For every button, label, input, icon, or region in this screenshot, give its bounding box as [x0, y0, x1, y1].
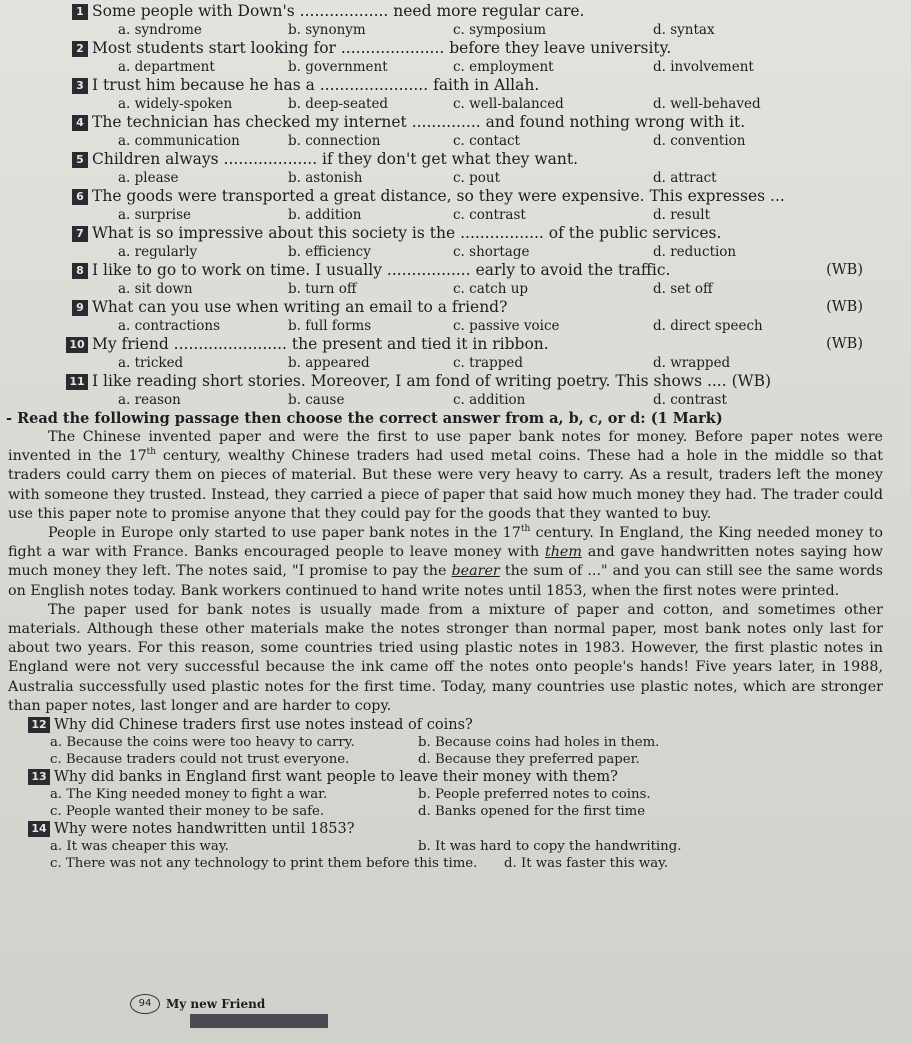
option-c[interactable]: c. There was not any technology to print them before this time.	[50, 856, 478, 872]
question-text: What can you use when writing an email to a friend?	[92, 298, 508, 316]
options-5	[88, 169, 863, 187]
options-2	[88, 58, 863, 76]
option-d[interactable]: d. Because they preferred paper.	[418, 752, 640, 768]
question-number: 7	[72, 226, 88, 242]
paragraph-text: People in Europe only started to use paper bank notes in the 17	[48, 525, 521, 542]
option-b[interactable]: b. synonym	[288, 22, 366, 38]
passage-paragraph-2	[8, 524, 883, 601]
question-2	[76, 39, 863, 58]
options-13-row-2	[28, 803, 863, 820]
options-11	[88, 391, 863, 409]
option-c[interactable]: c. passive voice	[453, 318, 560, 334]
question-text: The technician has checked my internet .............. and found nothing wrong with it.	[92, 113, 746, 131]
option-a[interactable]: a. department	[118, 59, 215, 75]
option-a[interactable]: a. It was cheaper this way.	[50, 839, 229, 855]
underlined-word-bearer: bearer	[451, 563, 500, 580]
options-1	[88, 21, 863, 39]
option-c[interactable]: c. employment	[453, 59, 554, 75]
page-number: 94	[130, 994, 160, 1014]
option-b[interactable]: b. government	[288, 59, 388, 75]
question-number: 1	[72, 4, 88, 20]
option-a[interactable]: a. sit down	[118, 281, 193, 297]
option-d[interactable]: d. well-behaved	[653, 96, 761, 112]
option-b[interactable]: b. astonish	[288, 170, 363, 186]
wb-tag: (WB)	[826, 336, 863, 352]
option-c[interactable]: c. Because traders could not trust everyone.	[50, 752, 350, 768]
underlined-word-them: them	[544, 544, 582, 561]
question-9	[76, 298, 863, 317]
option-d[interactable]: d. Banks opened for the first time	[418, 804, 646, 820]
option-d[interactable]: d. result	[653, 207, 711, 223]
option-b[interactable]: b. efficiency	[288, 244, 371, 260]
footer-bar	[190, 1014, 328, 1028]
question-number: 6	[72, 189, 88, 205]
option-d[interactable]: d. convention	[653, 133, 746, 149]
option-a[interactable]: a. reason	[118, 392, 181, 408]
option-d[interactable]: d. It was faster this way.	[504, 856, 669, 872]
options-14-row-2	[28, 855, 863, 872]
options-13-row-1	[28, 786, 863, 803]
options-10	[88, 354, 863, 372]
option-b[interactable]: b. appeared	[288, 355, 370, 371]
option-d[interactable]: d. involvement	[653, 59, 754, 75]
option-a[interactable]: a. please	[118, 170, 179, 186]
ordinal-suffix: th	[520, 524, 531, 535]
option-d[interactable]: d. direct speech	[653, 318, 763, 334]
option-c[interactable]: c. trapped	[453, 355, 523, 371]
passage-heading: - Read the following passage then choose the correct answer from a, b, c, or d: (1 Mark)	[6, 410, 723, 427]
option-b[interactable]: b. It was hard to copy the handwriting.	[418, 839, 682, 855]
option-b[interactable]: b. deep-seated	[288, 96, 389, 112]
option-c[interactable]: c. well-balanced	[453, 96, 564, 112]
option-c[interactable]: c. addition	[453, 392, 526, 408]
options-12-row-1	[28, 734, 863, 751]
option-a[interactable]: a. widely-spoken	[118, 96, 233, 112]
options-9	[88, 317, 863, 335]
question-3	[76, 76, 863, 95]
option-b[interactable]: b. cause	[288, 392, 345, 408]
question-number: 12	[28, 717, 50, 733]
wb-tag: (WB)	[826, 262, 863, 278]
question-number: 4	[72, 115, 88, 131]
option-a[interactable]: a. communication	[118, 133, 240, 149]
option-c[interactable]: c. shortage	[453, 244, 530, 260]
question-text: My friend ....................... the present and tied it in ribbon.	[92, 335, 549, 353]
question-text: Most students start looking for ..................... before they leave university.	[92, 39, 672, 57]
question-text: What is so impressive about this society is the ................. of the public services.	[92, 224, 722, 242]
paragraph-text: and gave handwritten notes saying how much money they left. The notes said, "I promise to pay the	[8, 544, 884, 580]
question-text: The goods were transported a great distance, so they were expensive. This expresses ...	[92, 187, 785, 205]
question-text: I like to go to work on time. I usually ................. early to avoid the traffic.	[92, 261, 671, 279]
question-number: 10	[66, 337, 88, 353]
option-a[interactable]: a. contractions	[118, 318, 220, 334]
question-text: Why did banks in England first want people to leave their money with them?	[54, 769, 618, 786]
paragraph-text: century, wealthy Chinese traders had used metal coins. These had a hole in the middle so that traders could carry them on pieces of material. But these were very heavy to carry. As a result, traders left the money with someone they trusted. Instead, they carried a piece of paper that said how much money they had. The trader could use this paper note to promise anyone that they could pay for the goods that they wanted to buy.	[8, 448, 883, 522]
question-13	[28, 768, 863, 786]
options-14-row-1	[28, 838, 863, 855]
option-d[interactable]: d. wrapped	[653, 355, 731, 371]
option-c[interactable]: c. symposium	[453, 22, 547, 38]
question-4	[76, 113, 863, 132]
paragraph-text: century. In England, the King needed money to fight a war with France. Banks encouraged people to leave money with	[8, 525, 883, 561]
option-a[interactable]: a. surprise	[118, 207, 192, 223]
question-6	[76, 187, 863, 206]
book-brand: My new Friend	[166, 996, 266, 1011]
paragraph-text: The Chinese invented paper and were the first to use paper bank notes for money. Before paper notes were invented in the 17	[8, 429, 883, 465]
option-d[interactable]: d. contrast	[653, 392, 727, 408]
option-c[interactable]: c. catch up	[453, 281, 529, 297]
option-b[interactable]: b. addition	[288, 207, 362, 223]
option-c[interactable]: c. People wanted their money to be safe.	[50, 804, 325, 820]
ordinal-suffix: th	[146, 447, 157, 458]
question-number: 8	[72, 263, 88, 279]
question-7	[76, 224, 863, 243]
question-10	[69, 335, 863, 354]
question-text: I trust him because he has a ...................... faith in Allah.	[92, 76, 540, 94]
option-b[interactable]: b. full forms	[288, 318, 372, 334]
option-d[interactable]: d. attract	[653, 170, 717, 186]
question-text: Children always ................... if they don't get what they want.	[92, 150, 579, 168]
option-b[interactable]: b. turn off	[288, 281, 357, 297]
option-d[interactable]: d. set off	[653, 281, 713, 297]
question-number: 9	[72, 300, 88, 316]
question-11	[69, 372, 863, 391]
option-d[interactable]: d. reduction	[653, 244, 737, 260]
question-5	[76, 150, 863, 169]
question-number: 13	[28, 769, 50, 785]
question-text: Why were notes handwritten until 1853?	[54, 821, 355, 838]
options-8	[88, 280, 863, 298]
options-3	[88, 95, 863, 113]
page-footer	[130, 994, 265, 1014]
question-1	[76, 2, 863, 21]
option-c[interactable]: c. pout	[453, 170, 501, 186]
option-a[interactable]: a. regularly	[118, 244, 198, 260]
question-number: 5	[72, 152, 88, 168]
question-text: Why did Chinese traders first use notes instead of coins?	[54, 717, 473, 734]
option-d[interactable]: d. syntax	[653, 22, 715, 38]
option-c[interactable]: c. contact	[453, 133, 520, 149]
options-12-row-2	[28, 751, 863, 768]
question-text: Some people with Down's .................. need more regular care.	[92, 2, 585, 20]
passage-paragraph-1	[8, 428, 883, 524]
option-b[interactable]: b. People preferred notes to coins.	[418, 787, 651, 803]
question-text: I like reading short stories. Moreover, I am fond of writing poetry. This shows .... (WB)	[92, 372, 772, 390]
option-a[interactable]: a. tricked	[118, 355, 184, 371]
question-number: 3	[72, 78, 88, 94]
option-a[interactable]: a. The King needed money to fight a war.	[50, 787, 328, 803]
options-7	[88, 243, 863, 261]
question-number: 2	[72, 41, 88, 57]
question-14	[28, 820, 863, 838]
option-a[interactable]: a. syndrome	[118, 22, 202, 38]
options-4	[88, 132, 863, 150]
question-number: 11	[66, 374, 88, 390]
option-a[interactable]: a. Because the coins were too heavy to carry.	[50, 735, 355, 751]
question-number: 14	[28, 821, 50, 837]
options-6	[88, 206, 863, 224]
paragraph-text: the sum of ..." and you can still see the same words on English notes today. Bank workers continued to hand write notes until 1853, when the first notes were printed.	[8, 563, 883, 599]
passage-paragraph-3: The paper used for bank notes is usually made from a mixture of paper and cotton, and sometimes other materials. Although these other materials make the notes stronger than normal paper, most bank notes only last for about two years. For this reason, some countries tried using plastic notes in 1983. However, the first plastic notes in England were not very successful because the ink came off the notes onto people's hands! Five years later, in 1988, Australia successfully used plastic notes for the first time. Today, many countries use plastic notes, which are stronger than paper notes, last longer and are harder to copy.	[8, 601, 883, 714]
wb-tag: (WB)	[826, 299, 863, 315]
option-b[interactable]: b. connection	[288, 133, 381, 149]
question-8	[76, 261, 863, 280]
option-c[interactable]: c. contrast	[453, 207, 526, 223]
question-12	[28, 716, 863, 734]
option-b[interactable]: b. Because coins had holes in them.	[418, 735, 660, 751]
